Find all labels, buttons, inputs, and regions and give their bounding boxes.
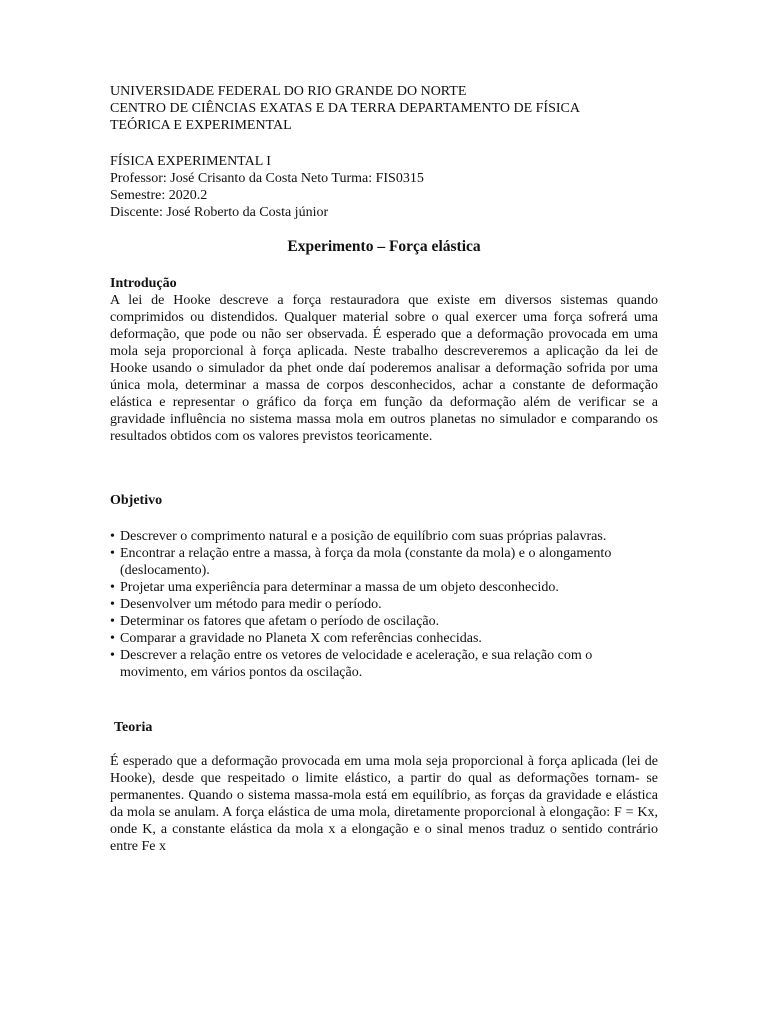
objective-item-text: Descrever a relação entre os vetores de velocidade e aceleração, e sua relação com o movimento, em vários pontos da oscilação. [120,648,593,680]
introduction-paragraph: A lei de Hooke descreve a força restauradora que existe em diversos sistemas quando comprimidos ou distendidos. Qualquer material sobre o qual exercer uma força sofrerá uma deformação, que pode ou não ser observada. É esperado que a deformação provocada em uma mola seja proporcional à força aplicada. Neste trabalho descreveremos a aplicação da lei de Hooke usando o simulador da phet onde daí poderemos analisar a deformação sofrida por uma única mola, determinar a massa de corpos desconhecidos, achar a constante de deformação elástica e representar o gráfico da força em função da deformação além de verificar se a gravidade influência no sistema massa mola em outros planetas no simulador e comparando os resultados obtidos com os valores previstos teoricamente. [110,293,658,444]
introduction-section [110,275,658,445]
bullet-icon: • [110,580,115,595]
objective-item [110,630,658,647]
objective-item-text: Desenvolver um método para medir o período. [120,597,382,612]
objective-item [110,579,658,596]
theory-section [110,753,658,855]
bullet-icon: • [110,614,115,629]
professor-line: Professor: José Crisanto da Costa Neto Turma: FIS0315 [110,171,424,186]
introduction-heading: Introdução [110,276,177,291]
objective-item-text: Descrever o comprimento natural e a posição de equilíbrio com suas próprias palavras. [120,529,607,544]
objective-item [110,545,658,579]
header-line-university: UNIVERSIDADE FEDERAL DO RIO GRANDE DO NORTE [110,84,467,99]
objective-item [110,528,658,545]
objective-heading: Objetivo [110,493,163,508]
header-line-center: CENTRO DE CIÊNCIAS EXATAS E DA TERRA DEPARTAMENTO DE FÍSICA [110,101,580,116]
objective-item-text: Projetar uma experiência para determinar a massa de um objeto desconhecido. [120,580,559,595]
course-info [110,153,658,221]
semester-line: Semestre: 2020.2 [110,188,208,203]
objective-item-text: Encontrar a relação entre a massa, à força da mola (constante da mola) e o alongamento (deslocamento). [120,546,612,578]
student-line: Discente: José Roberto da Costa júnior [110,205,329,220]
theory-paragraph: É esperado que a deformação provocada em uma mola seja proporcional à força aplicada (lei de Hooke), desde que respeitado o limite elástico, a partir do qual as deformações tornam- se permanentes. Quando o sistema massa-mola está em equilíbrio, as forças da gravidade e elástica da mola se anulam. A força elástica de uma mola, diretamente proporcional à elongação: F = Kx, onde K, a constante elástica da mola x a elongação e o sinal menos traduz o sentido contrário entre Fe x [110,754,658,854]
objective-list [110,528,658,681]
theory-heading: Teoria [114,720,153,735]
document-title: Experimento – Força elástica [287,238,481,255]
bullet-icon: • [110,546,115,561]
objective-item [110,596,658,613]
objective-item [110,647,658,681]
objective-item-text: Determinar os fatores que afetam o período de oscilação. [120,614,440,629]
objective-item-text: Comparar a gravidade no Planeta X com referências conhecidas. [120,631,482,646]
bullet-icon: • [110,529,115,544]
bullet-icon: • [110,648,115,663]
bullet-icon: • [110,597,115,612]
institution-header [110,83,658,134]
header-line-department: TEÓRICA E EXPERIMENTAL [110,118,292,133]
course-name: FÍSICA EXPERIMENTAL I [110,154,271,169]
objective-item [110,613,658,630]
bullet-icon: • [110,631,115,646]
